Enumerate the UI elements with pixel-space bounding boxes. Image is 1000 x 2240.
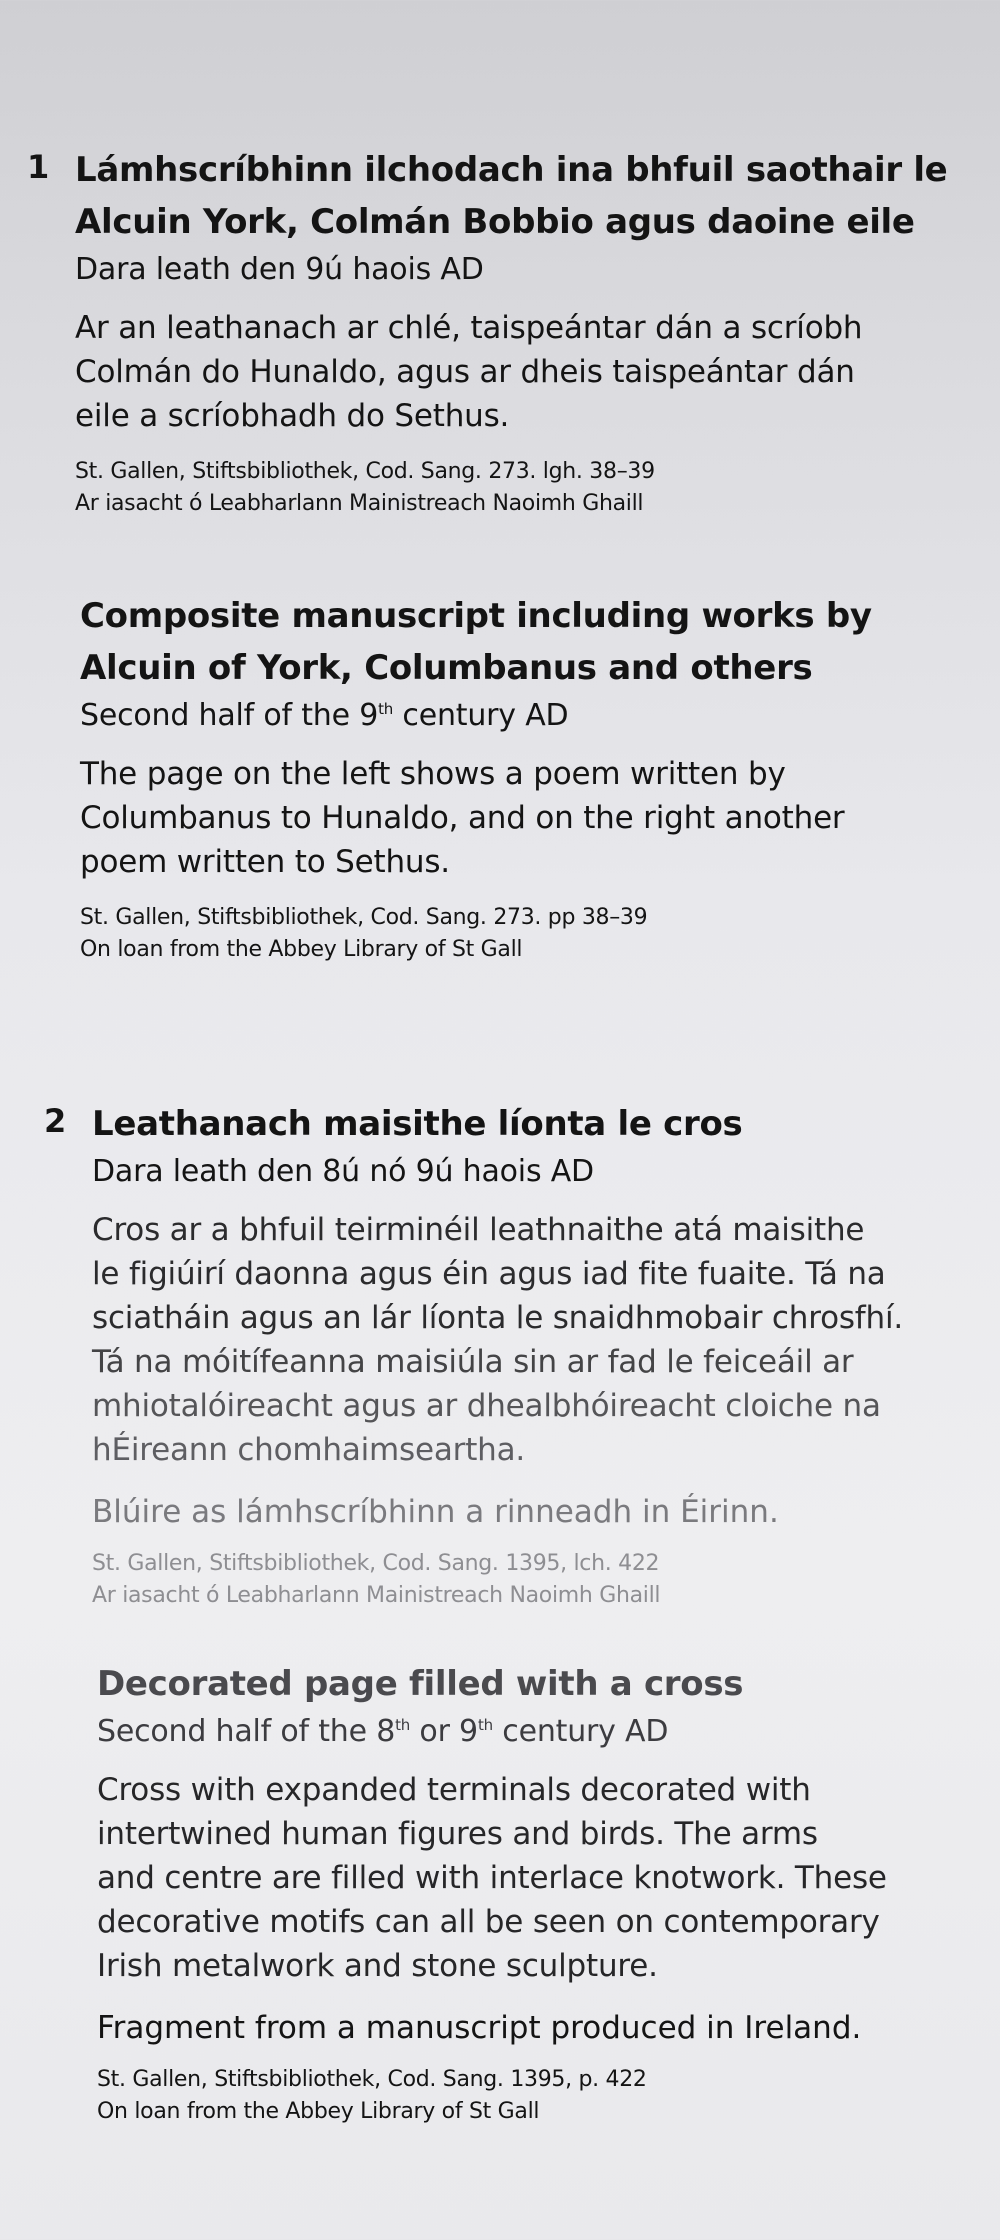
source-line: On loan from the Abbey Library of St Gall [80, 937, 523, 962]
source-line: St. Gallen, Stiftsbibliothek, Cod. Sang. 1395, p. 422 [97, 2067, 647, 2092]
entry-title [92, 1098, 1000, 1150]
entry-description [92, 1208, 1000, 1472]
title-line: Lámhscríbhinn ilchodach ina bhfuil saothair le [75, 150, 948, 190]
desc-line: poem written to Sethus. [80, 844, 450, 880]
entry-description [80, 752, 1000, 884]
entry-2-irish [44, 1098, 1000, 1612]
title-line: Alcuin of York, Columbanus and others [80, 648, 813, 688]
entry-date: Dara leath den 9ú haois AD [75, 252, 484, 287]
date-text: century AD [393, 698, 569, 733]
title-line: Composite manuscript including works by [80, 596, 872, 636]
entry-date: Dara leath den 8ú nó 9ú haois AD [92, 1154, 594, 1189]
source-line: Ar iasacht ó Leabharlann Mainistreach Naoimh Ghaill [92, 1583, 661, 1608]
desc-line: le figiúirí daonna agus éin agus iad fite fuaite. Tá na [92, 1256, 886, 1292]
entry-number: 1 [27, 148, 50, 186]
entry-source [80, 902, 1000, 966]
entry-source [97, 2064, 1000, 2128]
desc-line: Colmán do Hunaldo, agus ar dheis taispeántar dán [75, 354, 855, 390]
date-superscript: th [378, 700, 394, 718]
source-line: St. Gallen, Stiftsbibliothek, Cod. Sang. 273. pp 38–39 [80, 905, 648, 930]
entry-2-english [97, 1658, 1000, 2128]
entry-title [75, 144, 995, 248]
entry-number: 2 [44, 1102, 67, 1140]
entry-date [97, 1710, 1000, 1754]
desc-line: mhiotalóireacht agus ar dhealbhóireacht cloiche na [92, 1388, 881, 1424]
entry-title [80, 590, 1000, 694]
desc-line: and centre are filled with interlace knotwork. These [97, 1860, 887, 1896]
entry-source [75, 456, 995, 520]
entry-source [92, 1548, 1000, 1612]
entry-1-irish [27, 144, 995, 520]
desc-line: hÉireann chomhaimseartha. [92, 1432, 526, 1468]
desc-line: Cross with expanded terminals decorated with [97, 1772, 811, 1808]
source-line: St. Gallen, Stiftsbibliothek, Cod. Sang. 1395, lch. 422 [92, 1551, 660, 1576]
entry-title [97, 1658, 1000, 1710]
desc-line: sciatháin agus an lár líonta le snaidhmobair chrosfhí. [92, 1300, 904, 1336]
desc-line: Tá na móitífeanna maisiúla sin ar fad le feiceáil ar [92, 1344, 854, 1380]
date-text: Second half of the 9 [80, 698, 379, 733]
source-line: St. Gallen, Stiftsbibliothek, Cod. Sang. 273. lgh. 38–39 [75, 459, 655, 484]
source-line: On loan from the Abbey Library of St Gall [97, 2099, 540, 2124]
desc-line: decorative motifs can all be seen on contemporary [97, 1904, 880, 1940]
desc-line: Columbanus to Hunaldo, and on the right another [80, 800, 845, 836]
date-text: or 9 [410, 1714, 478, 1749]
desc-line: The page on the left shows a poem written by [80, 756, 786, 792]
title-line: Alcuin York, Colmán Bobbio agus daoine eile [75, 202, 915, 242]
entry-1-english [80, 590, 1000, 966]
date-superscript: th [477, 1716, 493, 1734]
title-line: Decorated page filled with a cross [97, 1664, 744, 1704]
desc-line: Cros ar a bhfuil teirminéil leathnaithe atá maisithe [92, 1212, 865, 1248]
desc-line: eile a scríobhadh do Sethus. [75, 398, 510, 434]
source-line: Ar iasacht ó Leabharlann Mainistreach Naoimh Ghaill [75, 491, 644, 516]
title-line: Leathanach maisithe líonta le cros [92, 1104, 743, 1144]
desc-line: Ar an leathanach ar chlé, taispeántar dán a scríobh [75, 310, 863, 346]
date-text: century AD [492, 1714, 669, 1749]
desc-line: intertwined human figures and birds. The arms [97, 1816, 818, 1852]
date-superscript: th [395, 1716, 411, 1734]
entry-note: Blúire as lámhscríbhinn a rinneadh in Éirinn. [92, 1494, 779, 1530]
desc-line: Irish metalwork and stone sculpture. [97, 1948, 658, 1984]
entry-description [75, 306, 995, 438]
date-text: Second half of the 8 [97, 1714, 396, 1749]
entry-note: Fragment from a manuscript produced in Ireland. [97, 2010, 862, 2046]
entry-date [80, 694, 1000, 738]
entry-description [97, 1768, 1000, 1988]
